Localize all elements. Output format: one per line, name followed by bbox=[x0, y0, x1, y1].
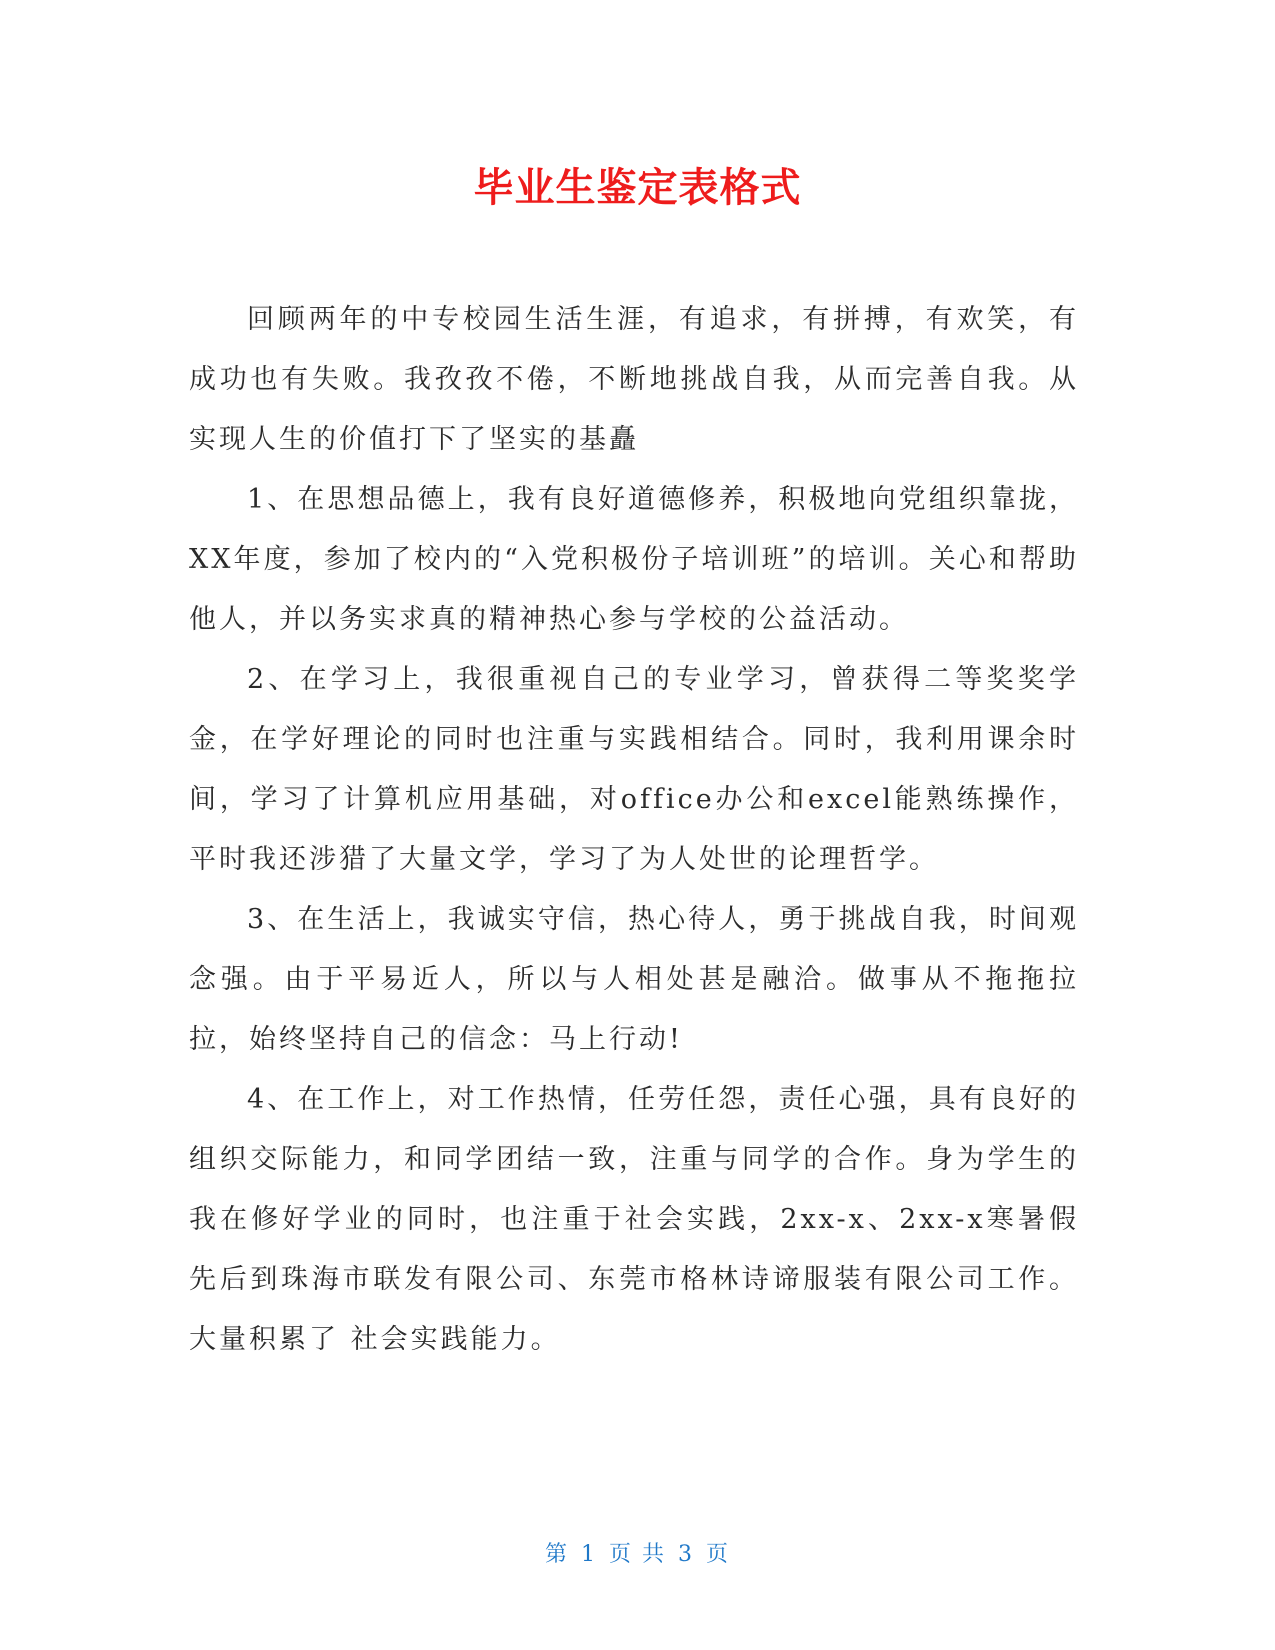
footer-suffix: 页 bbox=[706, 1542, 731, 1567]
paragraph-intro: 回顾两年的中专校园生活生涯，有追求，有拼搏，有欢笑，有成功也有失败。我孜孜不倦，不断地挑战自我，从而完善自我。从实现人生的价值打下了坚实的基矗 bbox=[189, 304, 1079, 455]
footer-current-page: 1 bbox=[581, 1542, 597, 1567]
document-title: 毕业生鉴定表格式 bbox=[473, 165, 802, 211]
paragraph-work: 4、在工作上，对工作热情，任劳任怨，责任心强，具有良好的组织交际能力，和同学团结一致，注重与同学的合作。身为学生的我在修好学业的同时，也注重于社会实践，2xx-x、2xx-x寒暑假先后到珠海市联发有限公司、东莞市格林诗谛服装有限公司工作。大量积累了 社会实践能力。 bbox=[189, 1084, 1079, 1355]
footer-middle: 页 共 bbox=[609, 1542, 666, 1567]
document-body bbox=[189, 290, 1079, 1370]
footer-total-pages: 3 bbox=[678, 1542, 694, 1567]
footer-prefix: 第 bbox=[544, 1542, 569, 1567]
paragraph-study: 2、在学习上，我很重视自己的专业学习，曾获得二等奖奖学金，在学好理论的同时也注重与实践相结合。同时，我利用课余时间，学习了计算机应用基础，对office办公和excel能熟练操作，平时我还涉猎了大量文学，学习了为人处世的论理哲学。 bbox=[189, 664, 1079, 875]
page-number-footer bbox=[0, 1540, 1275, 1570]
paragraph-morality: 1、在思想品德上，我有良好道德修养，积极地向党组织靠拢，XX年度，参加了校内的“入党积极份子培训班”的培训。关心和帮助他人，并以务实求真的精神热心参与学校的公益活动。 bbox=[189, 484, 1079, 635]
paragraph-life: 3、在生活上，我诚实守信，热心待人，勇于挑战自我，时间观念强。由于平易近人，所以与人相处甚是融洽。做事从不拖拖拉拉，始终坚持自己的信念：马上行动! bbox=[189, 904, 1079, 1055]
